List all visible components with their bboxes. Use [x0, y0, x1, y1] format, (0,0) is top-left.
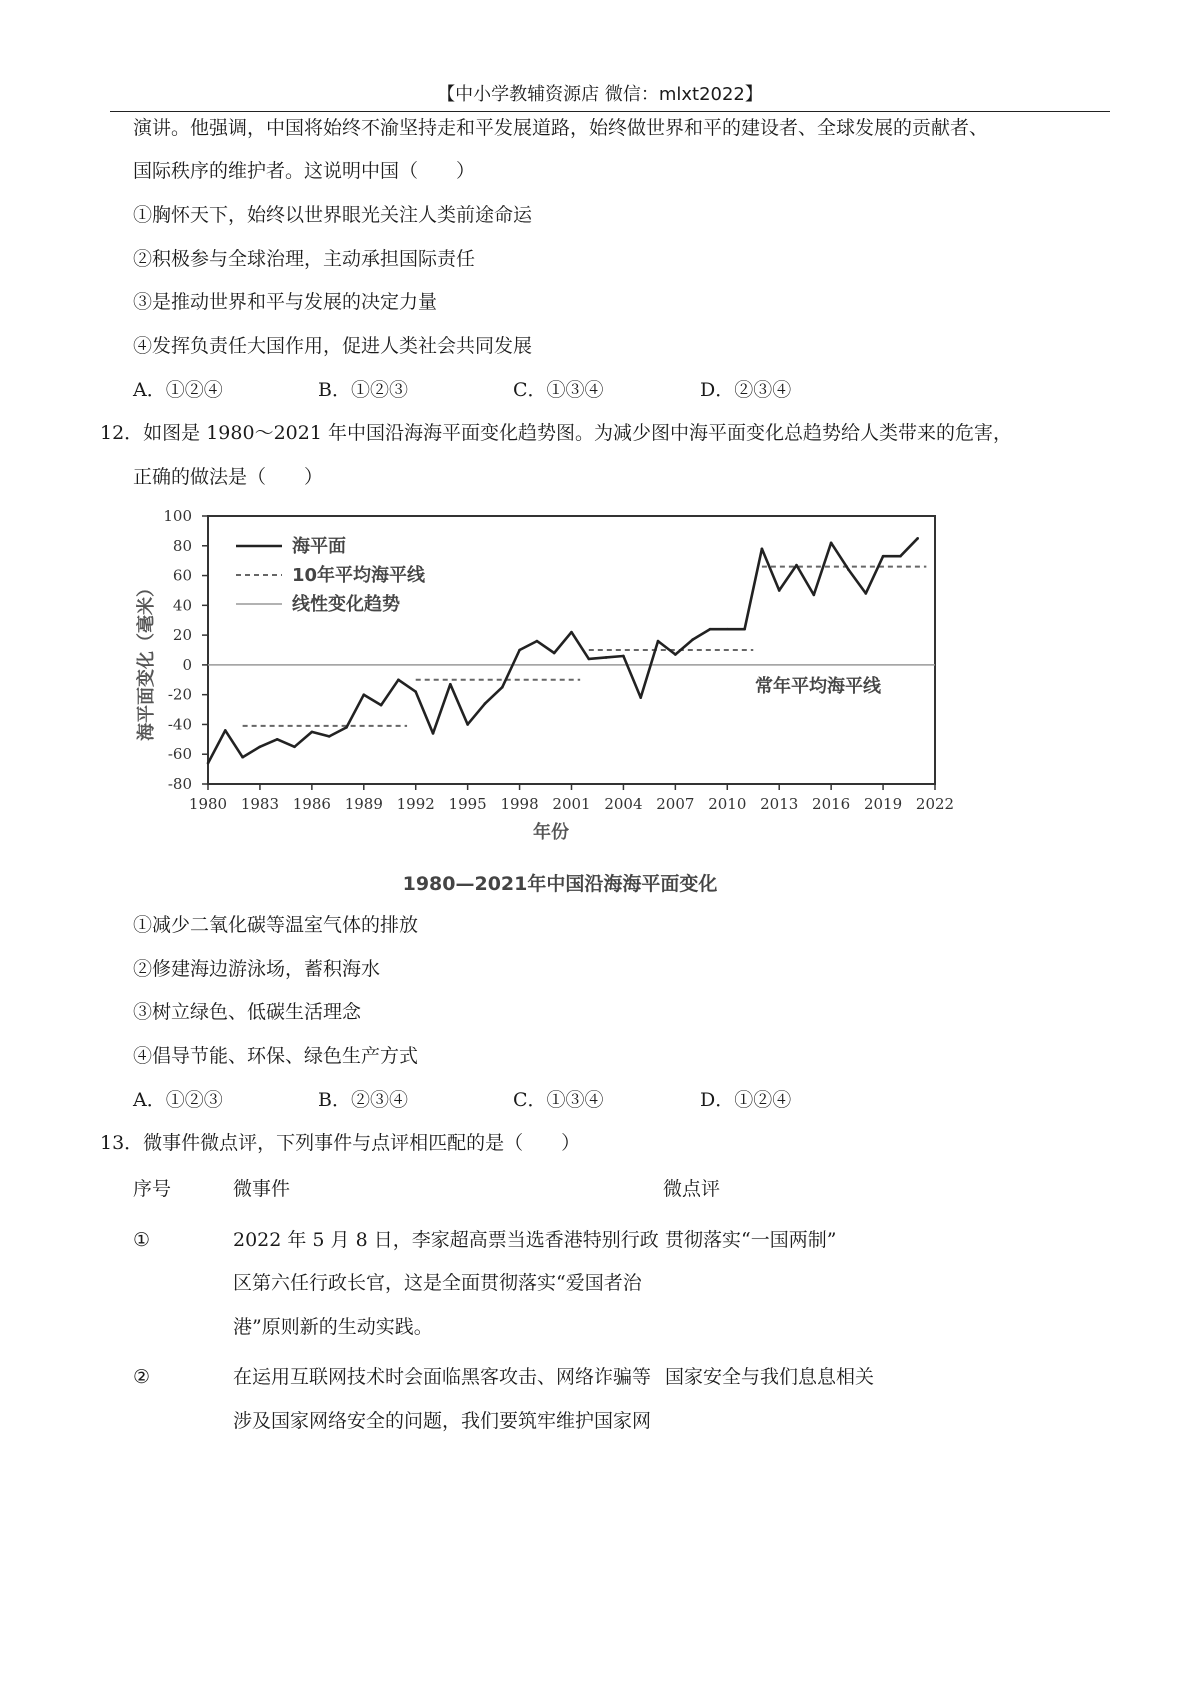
q12-option-b[interactable]: B．②③④ [318, 1089, 408, 1111]
sea-level-point [362, 693, 365, 696]
y-tick-label: 100 [163, 507, 192, 525]
q12-item-3: ③树立绿色、低碳生活理念 [133, 1001, 362, 1023]
sea-level-point [899, 555, 902, 558]
q13-stem: 13．微事件微点评，下列事件与点评相匹配的是（ ） [100, 1132, 581, 1154]
q12-stem-line2: 正确的做法是（ ） [133, 466, 324, 488]
sea-level-point [259, 745, 262, 748]
x-tick-label: 1998 [500, 795, 539, 813]
y-tick-label: 40 [172, 596, 192, 615]
table-row-1-event-line3: 港”原则新的生动实践。 [233, 1316, 433, 1338]
table-row-1-event-line2: 区第六任行政长官，这是全面贯彻落实“爱国者治 [233, 1272, 642, 1294]
chart-title: 1980—2021年中国沿海海平面变化 [402, 873, 718, 895]
x-tick-label: 1980 [188, 795, 228, 813]
x-tick-label: 2010 [708, 795, 747, 813]
sea-level-point [778, 589, 781, 592]
q11-option-d[interactable]: D．②③④ [700, 379, 792, 401]
y-tick-label: 0 [182, 655, 192, 674]
q11-item-2: ②积极参与全球治理，主动承担国际责任 [133, 248, 476, 270]
sea-level-point [639, 696, 642, 699]
sea-level-point [622, 655, 625, 658]
q12-item-4: ④倡导节能、环保、绿色生产方式 [133, 1045, 419, 1067]
sea-level-point [864, 592, 867, 595]
sea-level-point [709, 628, 712, 631]
q12-option-c[interactable]: C．①③④ [513, 1089, 604, 1111]
chart-ylabel: 海平面变化（毫米） [136, 579, 157, 741]
x-tick-label: 2022 [915, 795, 955, 813]
sea-level-point [536, 640, 539, 643]
legend-label: 海平面 [292, 536, 346, 557]
sea-level-point [726, 628, 729, 631]
sea-level-point [882, 555, 885, 558]
q11-item-3: ③是推动世界和平与发展的决定力量 [133, 291, 438, 313]
sea-level-point [224, 729, 227, 732]
table-row-1-num: ① [133, 1229, 151, 1251]
legend-label: 线性变化趋势 [292, 594, 400, 615]
sea-level-point [657, 640, 660, 643]
sea-level-point [276, 738, 279, 741]
x-tick-label: 1995 [448, 795, 487, 813]
q12-option-a[interactable]: A．①②③ [133, 1089, 223, 1111]
sea-level-point [501, 686, 504, 689]
x-tick-label: 2013 [760, 795, 799, 813]
x-tick-label: 2007 [656, 795, 695, 813]
q11-stem-line2: 国际秩序的维护者。这说明中国（ ） [133, 160, 476, 182]
table-row-2-num: ② [133, 1366, 151, 1388]
sea-level-point [328, 735, 331, 738]
sea-level-point [207, 762, 210, 765]
q11-option-b[interactable]: B．①②③ [318, 379, 408, 401]
table-header-comment: 微点评 [663, 1178, 721, 1200]
x-tick-label: 2001 [552, 795, 591, 813]
sea-level-point [916, 537, 919, 540]
sea-level-point [380, 704, 383, 707]
table-row-2-event-line1: 在运用互联网技术时会面临黑客攻击、网络诈骗等 [233, 1366, 652, 1388]
sea-level-point [432, 732, 435, 735]
q11-item-4: ④发挥负责任大国作用，促进人类社会共同发展 [133, 335, 533, 357]
sea-level-point [588, 658, 591, 661]
sea-level-point [830, 542, 833, 545]
table-row-1-comment: 贯彻落实“一国两制” [665, 1229, 837, 1251]
sea-level-point [795, 564, 798, 567]
sea-level-point [414, 690, 417, 693]
sea-level-point [743, 628, 746, 631]
sea-level-point [449, 683, 452, 686]
y-tick-label: -40 [167, 715, 192, 734]
q12-item-2: ②修建海边游泳场，蓄积海水 [133, 958, 381, 980]
sea-level-point [813, 594, 816, 597]
sea-level-point [345, 726, 348, 729]
sea-level-chart [0, 500, 1200, 910]
q12-option-d[interactable]: D．①②④ [700, 1089, 792, 1111]
x-tick-label: 1992 [396, 795, 435, 813]
sea-level-point [397, 678, 400, 681]
sea-level-point [553, 652, 556, 655]
y-tick-label: -80 [167, 775, 192, 793]
header-divider [110, 111, 1110, 112]
sea-level-point [691, 638, 694, 641]
q11-option-a[interactable]: A．①②④ [133, 379, 223, 401]
sea-level-point [518, 649, 521, 652]
table-row-2-event-line2: 涉及国家网络安全的问题，我们要筑牢维护国家网 [233, 1410, 652, 1432]
q11-item-1: ①胸怀天下，始终以世界眼光关注人类前途命运 [133, 204, 533, 226]
x-tick-label: 2019 [863, 795, 903, 813]
y-tick-label: 80 [172, 536, 192, 555]
x-tick-label: 1983 [240, 795, 280, 813]
sea-level-point [674, 653, 677, 656]
x-tick-label: 2004 [604, 795, 643, 813]
sea-level-point [484, 702, 487, 705]
y-tick-label: 20 [172, 626, 192, 645]
sea-level-point [847, 568, 850, 571]
table-header-event: 微事件 [233, 1178, 291, 1200]
legend-label: 10年平均海平线 [292, 565, 426, 586]
y-tick-label: 60 [172, 566, 192, 585]
table-row-1-event-line1: 2022 年 5 月 8 日，李家超高票当选香港特别行政 [233, 1229, 659, 1251]
sea-level-point [241, 756, 244, 759]
x-tick-label: 1989 [344, 795, 383, 813]
sea-level-point [570, 631, 573, 634]
chart-xlabel: 年份 [533, 822, 569, 843]
sea-level-point [605, 656, 608, 659]
sea-level-point [293, 745, 296, 748]
x-tick-label: 1986 [292, 795, 331, 813]
sea-level-point [466, 723, 469, 726]
chart-annotation: 常年平均海平线 [755, 676, 881, 697]
sea-level-point [311, 731, 314, 734]
sea-level-point [761, 547, 764, 550]
q12-stem-line1: 12．如图是 1980～2021 年中国沿海海平面变化趋势图。为减少图中海平面变化总趋势给人类带来的危害， [100, 422, 1012, 444]
y-tick-label: -20 [167, 685, 192, 704]
page-header: 【中小学教辅资源店 微信：mlxt2022】 [437, 84, 763, 105]
y-tick-label: -60 [167, 745, 192, 764]
q11-stem-line1: 演讲。他强调，中国将始终不渝坚持走和平发展道路，始终做世界和平的建设者、全球发展的贡献者、 [133, 117, 989, 139]
table-header-num: 序号 [133, 1178, 172, 1200]
table-row-2-comment: 国家安全与我们息息相关 [665, 1366, 875, 1388]
q12-item-1: ①减少二氧化碳等温室气体的排放 [133, 914, 419, 936]
x-tick-label: 2016 [812, 795, 851, 813]
q11-option-c[interactable]: C．①③④ [513, 379, 604, 401]
